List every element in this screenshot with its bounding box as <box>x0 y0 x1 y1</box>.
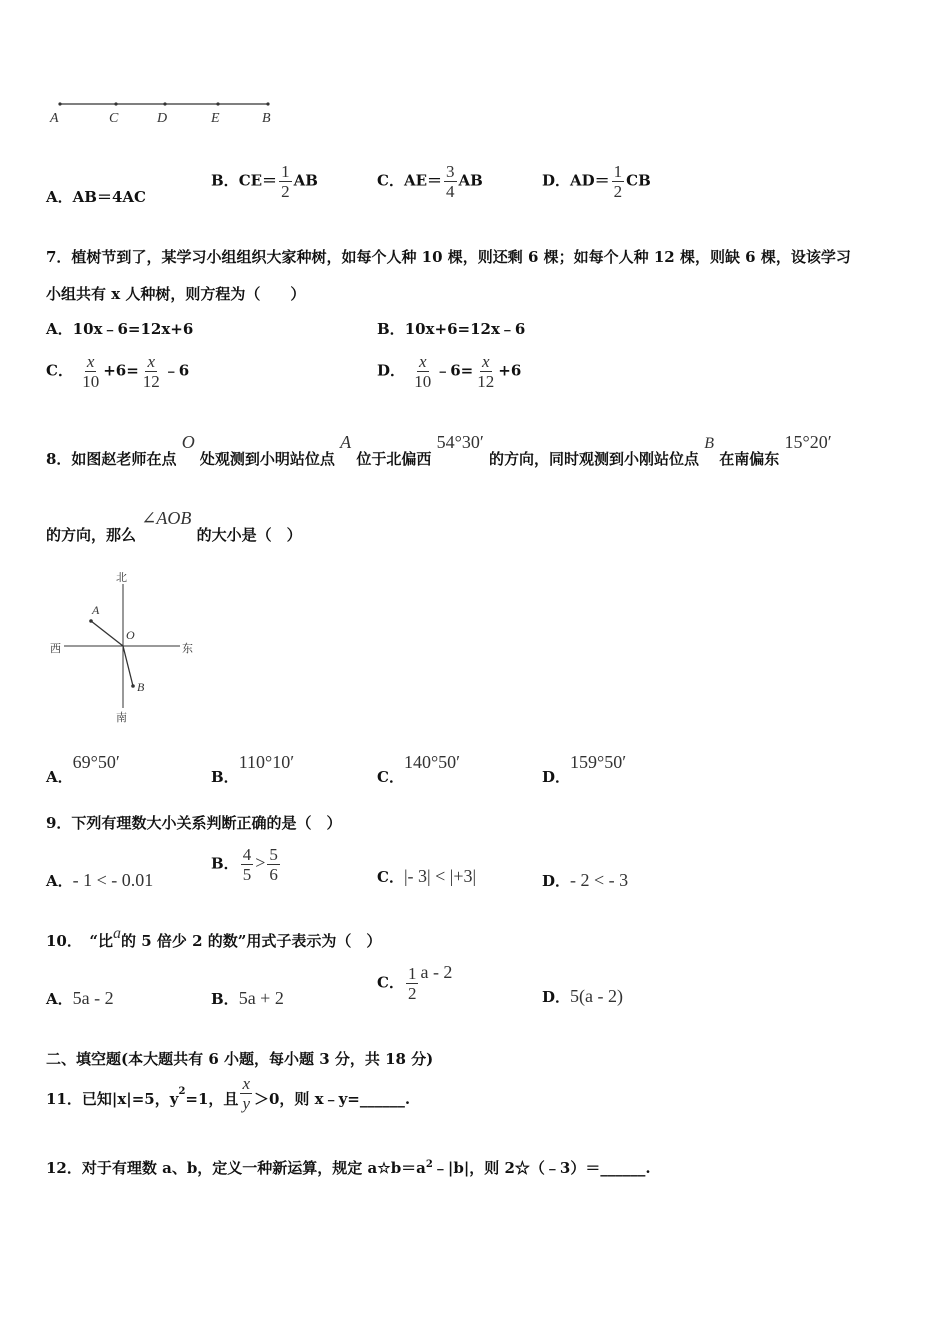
q7-stem-line2: 小组共有 x 人种树，则方程为（ ） <box>46 285 306 303</box>
segment-label-b: B <box>262 111 271 126</box>
q7-option-d[interactable]: D． $\frac{x}{10}$ ﹣6= $\frac{x}{12}$ +6 <box>377 352 522 391</box>
ray-ob <box>123 646 133 686</box>
q10-option-a[interactable]: A．5a - 2 <box>46 988 114 1008</box>
fraction: $\frac{1}{2}$ <box>281 162 290 201</box>
q10-stem: 10． “比a的 5 倍少 2 的数”用式子表示为（ ） <box>46 925 382 950</box>
q12: 12．对于有理数 a、b，定义一种新运算，规定 $a☆b=a^2﹣|b|$，则 2☆（﹣3）＝______. <box>46 1159 651 1177</box>
segment-label-e: E <box>211 111 220 126</box>
fig-west-label: 西 <box>50 642 61 655</box>
q9-option-b[interactable]: B． $\frac{4}{5}$ > $\frac{5}{6}$ <box>211 845 278 884</box>
fraction: $\frac{x}{12}$ <box>142 352 160 391</box>
fraction: $\frac{4}{5}$ <box>242 845 252 884</box>
segment-label-a: A <box>50 111 59 126</box>
ray-oa <box>91 621 123 646</box>
q9-option-c[interactable]: C．|- 3| < |+3| <box>377 866 477 886</box>
q6-option-c[interactable]: C．AE＝ $\frac{3}{4}$ AB <box>377 162 483 201</box>
q9-stem: 9．下列有理数大小关系判断正确的是（ ） <box>46 814 342 832</box>
q10-option-b[interactable]: B．5a + 2 <box>211 988 284 1008</box>
fraction: $\frac{x}{10}$ <box>414 352 432 391</box>
q6-option-a[interactable]: A．AB＝4AC <box>46 188 146 206</box>
fraction: $\frac{1}{2}$ <box>407 964 417 1003</box>
q10-option-c[interactable]: C． $\frac{1}{2}$ a - 2 <box>377 961 453 1003</box>
compass-figure <box>48 568 198 724</box>
fig-north-label: 北 <box>116 571 127 584</box>
fraction: $\frac{x}{10}$ <box>82 352 100 391</box>
fraction: $\frac{1}{2}$ <box>613 162 623 201</box>
q8-option-a[interactable]: A．69°50′ <box>46 752 120 786</box>
fraction: $\frac{x}{y}$ <box>242 1074 250 1113</box>
q11: 11．已知|x|=5，$y^2=1$，且 $\frac{x}{y}$ ＞0，则 x﹣y=______. <box>46 1074 411 1113</box>
q9-option-a[interactable]: A．- 1 < - 0.01 <box>46 870 154 890</box>
q7-stem-line1: 7．植树节到了，某学习小组组织大家种树，如每个人种 10 棵，则还剩 6 棵；如每个人种 12 棵，则缺 6 棵，设该学习 <box>46 248 851 266</box>
q6-option-b[interactable]: B．CE＝ $\frac{1}{2}$ AB <box>211 162 318 201</box>
q9-option-d[interactable]: D．- 2 < - 3 <box>542 870 629 890</box>
q7-option-b[interactable]: B．10x+6=12x﹣6 <box>377 320 526 338</box>
q8-option-d[interactable]: D．159°50′ <box>542 752 627 786</box>
fig-a-label: A <box>92 603 100 617</box>
q8-option-b[interactable]: B．110°10′ <box>211 752 295 786</box>
fraction: $\frac{x}{12}$ <box>477 352 495 391</box>
q6-option-d[interactable]: D．AD＝ $\frac{1}{2}$ CB <box>542 162 651 201</box>
q8-option-c[interactable]: C．140°50′ <box>377 752 461 786</box>
q7-option-a[interactable]: A．10x﹣6=12x+6 <box>46 320 194 338</box>
fig-b-label: B <box>137 680 145 694</box>
section-2-heading: 二、填空题(本大题共有 6 小题，每小题 3 分，共 18 分) <box>46 1050 434 1068</box>
fig-east-label: 东 <box>182 642 193 655</box>
fraction: $\frac{3}{4}$ <box>446 162 455 201</box>
fraction: $\frac{5}{6}$ <box>269 845 278 884</box>
segment-label-d: D <box>157 111 168 126</box>
q10-option-d[interactable]: D．5(a - 2) <box>542 986 623 1006</box>
q8-stem-line2: 的方向，那么 ∠AOB 的大小是（ ） <box>46 508 302 544</box>
segment-label-c: C <box>109 111 119 126</box>
q7-option-c[interactable]: C． $\frac{x}{10}$ +6= $\frac{x}{12}$ ﹣6 <box>46 352 190 391</box>
fig-south-label: 南 <box>116 711 127 724</box>
fig-o-label: O <box>126 628 135 642</box>
q8-stem-line1: 8．如图赵老师在点 O 处观测到小明站位点 A 位于北偏西 54°30′ 的方向，同时观测到小刚站位点 B 在南偏东 15°20′ <box>46 432 832 468</box>
